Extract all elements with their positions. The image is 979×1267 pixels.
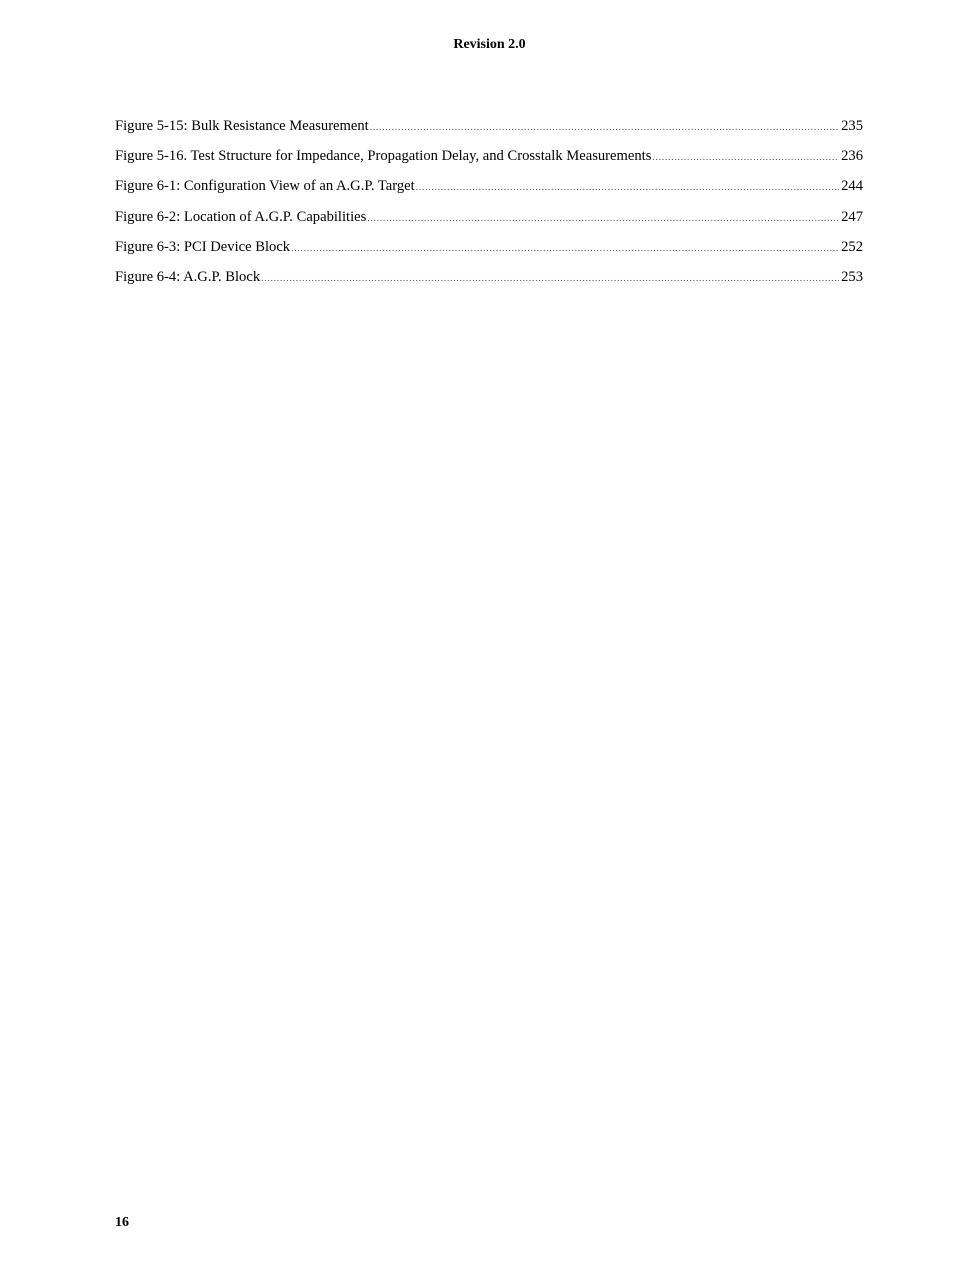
entry-title: Figure 6-3: PCI Device Block [115,238,291,255]
entry-title: Figure 5-16. Test Structure for Impedance, Propagation Delay, and Crosstalk Measurements [115,148,652,165]
page-number: 16 [115,1215,129,1230]
dot-leader [367,208,839,228]
dot-leader [370,117,839,137]
entry-title: Figure 5-15: Bulk Resistance Measurement [115,118,369,134]
dot-leader [652,147,839,167]
entry-title: Figure 6-4: A.G.P. Block [115,268,261,285]
entry-title: Figure 6-2: Location of A.G.P. Capabilities [115,208,367,225]
dot-leader [261,268,839,288]
toc-entry[interactable] [115,207,863,237]
entry-page-number: 253 [841,268,863,285]
toc-entry[interactable] [115,176,863,206]
entry-page-number: 235 [841,118,863,134]
dot-leader [291,238,839,258]
toc-entry[interactable] [115,146,863,176]
dot-leader [416,177,839,197]
entry-page-number: 236 [841,148,863,165]
entry-title: Figure 6-1: Configuration View of an A.G.P. Target [115,178,415,195]
entry-page-number: 244 [841,178,863,195]
entry-page-number: 247 [841,208,863,225]
page-header: Revision 2.0 [453,37,526,52]
toc-entry[interactable] [115,267,863,297]
toc-entry[interactable] [115,116,863,146]
table-of-figures [115,116,863,297]
toc-entry[interactable] [115,237,863,267]
entry-page-number: 252 [841,238,863,255]
